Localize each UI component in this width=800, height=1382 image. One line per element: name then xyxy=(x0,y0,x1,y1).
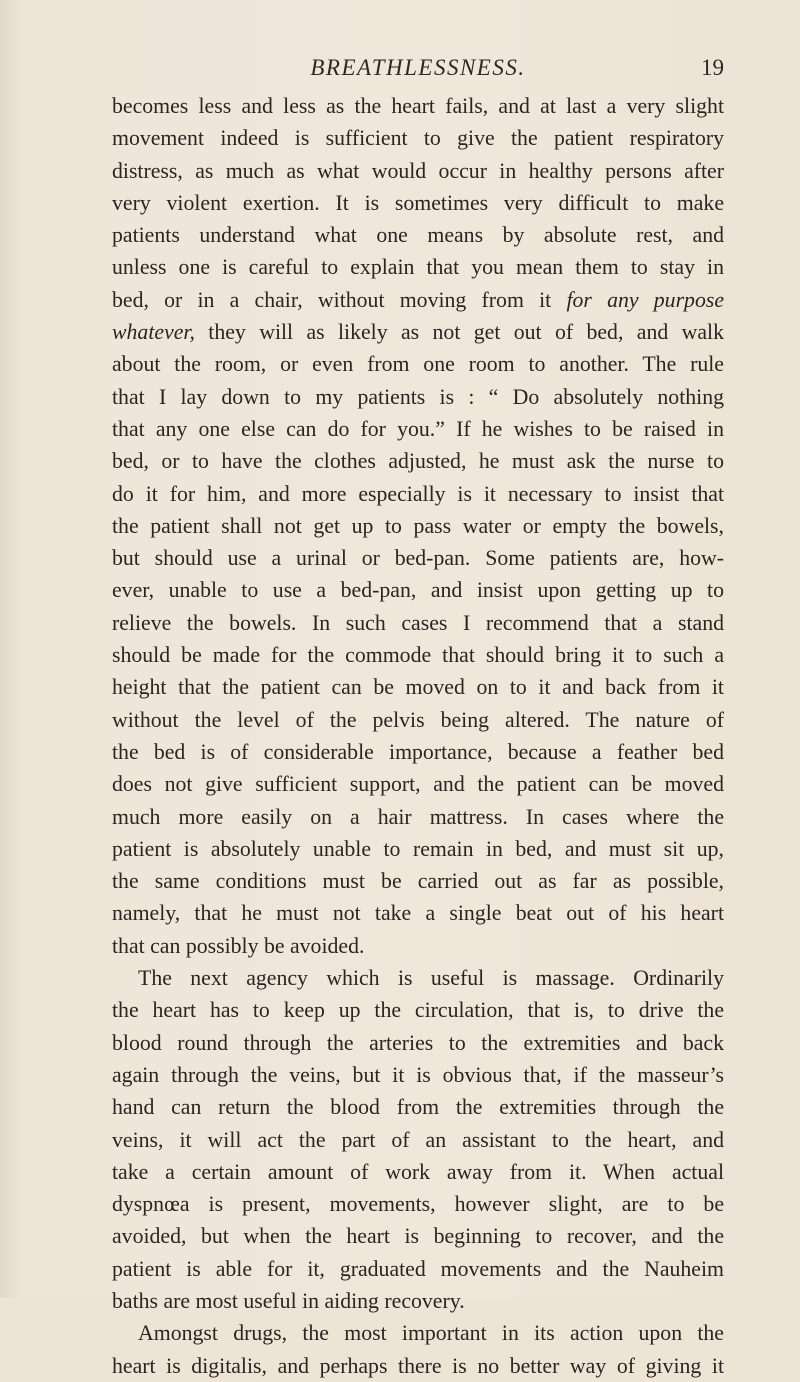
text-line: baths are most useful in aiding recovery. xyxy=(112,1288,465,1313)
text-line: does not give sufficient support, and the patient can be moved xyxy=(112,772,724,797)
body-text xyxy=(112,90,724,1382)
text-line: movement indeed is sufficient to give the patient respiratory xyxy=(112,126,724,151)
text-line: distress, as much as what would occur in healthy persons after xyxy=(112,158,724,183)
text-line: relieve the bowels. In such cases I recommend that a stand xyxy=(112,610,724,635)
text-line: ever, unable to use a bed-pan, and insist upon getting up to xyxy=(112,578,724,603)
text-line: heart is digitalis, and perhaps there is no better way of giving it xyxy=(112,1353,724,1378)
text-line: the bed is of considerable importance, because a feather bed xyxy=(112,739,724,764)
text-segment: bed, or in a chair, without moving from it xyxy=(112,287,567,312)
page-header xyxy=(112,50,724,86)
text-line: avoided, but when the heart is beginning to recover, and the xyxy=(112,1224,724,1249)
text-line xyxy=(112,284,724,316)
text-line: dyspnœa is present, movements, however slight, are to be xyxy=(112,1192,724,1217)
text-line: unless one is careful to explain that you mean them to stay in xyxy=(112,255,724,280)
text-line: much more easily on a hair mattress. In cases where the xyxy=(112,804,724,829)
text-line: again through the veins, but it is obvious that, if the masseur’s xyxy=(112,1062,724,1087)
text-line: that can possibly be avoided. xyxy=(112,933,365,958)
text-line: but should use a urinal or bed-pan. Some patients are, how- xyxy=(112,546,724,571)
italic-phrase: whatever, xyxy=(112,320,195,345)
text-line: patients understand what one means by absolute rest, and xyxy=(112,223,724,248)
text-line: take a certain amount of work away from it. When actual xyxy=(112,1159,724,1184)
text-segment: they will as likely as not get out of bed, and walk xyxy=(194,320,724,345)
running-head: BREATHLESSNESS. xyxy=(310,55,526,80)
text-line: bed, or to have the clothes adjusted, he must ask the nurse to xyxy=(112,449,724,474)
text-line: without the level of the pelvis being altered. The nature of xyxy=(112,707,724,732)
text-line: blood round through the arteries to the extremities and back xyxy=(112,1030,724,1055)
text-line: patient is absolutely unable to remain in bed, and must sit up, xyxy=(112,836,724,861)
page-number: 19 xyxy=(701,55,724,80)
text-line: the same conditions must be carried out as far as possible, xyxy=(112,869,724,894)
text-line: hand can return the blood from the extremities through the xyxy=(112,1095,724,1120)
text-line: veins, it will act the part of an assistant to the heart, and xyxy=(112,1127,724,1152)
text-line: becomes less and less as the heart fails, and at last a very slight xyxy=(112,94,724,118)
text-line: do it for him, and more especially is it necessary to insist that xyxy=(112,481,724,506)
text-line xyxy=(112,316,724,348)
text-line: Amongst drugs, the most important in its action upon the xyxy=(138,1321,724,1346)
text-line: that I lay down to my patients is : “ Do absolutely nothing xyxy=(112,384,724,409)
text-line: that any one else can do for you.” If he wishes to be raised in xyxy=(112,416,724,441)
italic-phrase: for any purpose xyxy=(566,287,725,312)
text-line: very violent exertion. It is sometimes very difficult to make xyxy=(112,190,724,215)
text-line: patient is able for it, graduated movements and the Nauheim xyxy=(112,1256,724,1281)
text-line: namely, that he must not take a single beat out of his heart xyxy=(112,901,724,926)
text-line: should be made for the commode that should bring it to such a xyxy=(112,643,724,668)
text-line: height that the patient can be moved on to it and back from it xyxy=(112,675,724,700)
text-line: about the room, or even from one room to another. The rule xyxy=(112,352,724,377)
text-line: the patient shall not get up to pass water or empty the bowels, xyxy=(112,513,724,538)
text-line: The next agency which is useful is massage. Ordinarily xyxy=(138,966,724,991)
text-line: the heart has to keep up the circulation, that is, to drive the xyxy=(112,998,724,1023)
